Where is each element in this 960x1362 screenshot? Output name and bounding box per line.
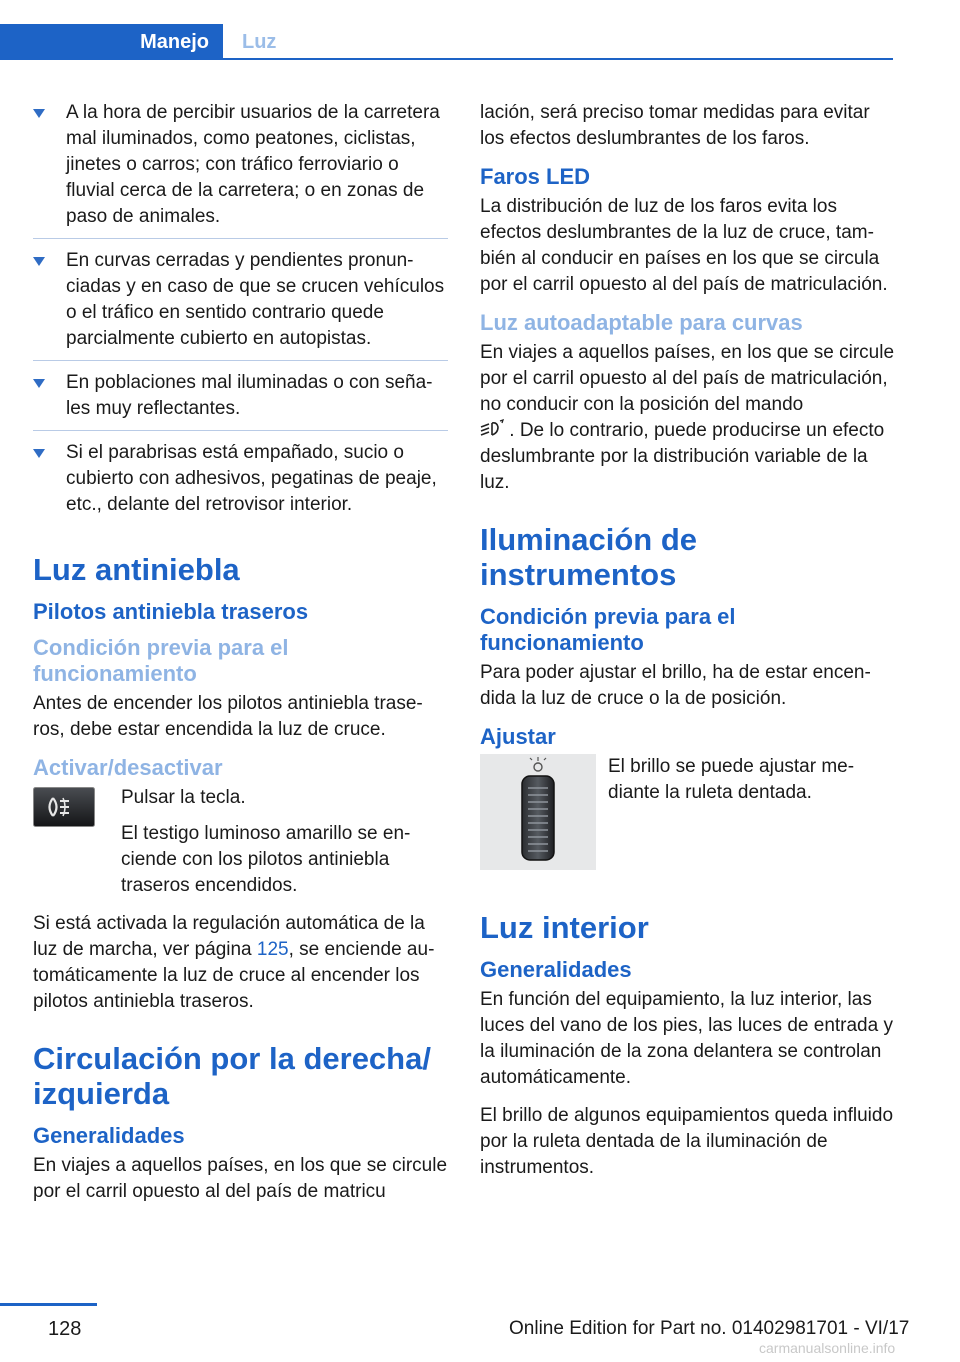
rear-fog-button-icon	[33, 787, 95, 827]
heading-precondition: Condición previa para el funcionamiento	[480, 604, 736, 655]
paragraph-general: En función del equipamiento, la luz interior, las luces del vano de los pies, las luces de entrada y la iluminación de la zona delantera se controlan automáticamente.	[480, 989, 893, 1088]
heading-instrument-lighting: Iluminación de instrumentos	[480, 522, 698, 592]
list-item	[33, 248, 448, 361]
list-item-text: Si el parabrisas está empañado, sucio o cubierto con adhesivos, pegatinas de peaje, etc., delante del retrovisor interior.	[66, 442, 437, 515]
triangle-bullet-icon	[33, 257, 45, 266]
list-item	[33, 440, 448, 526]
heading-adjust: Ajustar	[480, 724, 556, 749]
heading-general: Generalidades	[480, 957, 632, 982]
paragraph-brightness: El brillo de algunos equipamientos queda influido por la ruleta dentada de la iluminación de instrumentos.	[480, 1105, 894, 1178]
auto-lights-text-a: Si está activada la regulación automática de la luz de marcha, ver página	[33, 913, 425, 960]
bullet-list	[33, 100, 448, 526]
heading-adaptive-curve-light: Luz autoadaptable para curvas	[480, 310, 803, 335]
triangle-bullet-icon	[33, 449, 45, 458]
section-tab-luz[interactable]: Luz	[242, 31, 277, 53]
paragraph-continued: lación, será preciso tomar medidas para evitar los efectos deslumbrantes de los faros.	[480, 102, 870, 149]
auto-lights-text-b: , se enciende automáticamente la luz de cruce al encender los pilotos antiniebla traseros.	[33, 939, 435, 1012]
triangle-bullet-icon	[33, 379, 45, 388]
triangle-bullet-icon	[33, 109, 45, 118]
paragraph-adjust: El brillo se puede ajustar mediante la ruleta dentada.	[608, 756, 855, 803]
paragraph-general: En viajes a aquellos países, en los que se circule por el carril opuesto al del país de matricu	[33, 1155, 448, 1202]
heading-led-headlights: Faros LED	[480, 164, 591, 189]
paragraph-press-button: Pulsar la tecla.	[121, 787, 246, 808]
fog-button-text	[121, 785, 246, 817]
footer-rule	[0, 1303, 97, 1306]
curve-text-b: . De lo contrario, puede producirse un efecto deslumbrante por la distribución variable de la luz.	[480, 420, 885, 493]
curve-text-a: En viajes a aquellos países, en los que se circule por el carril opuesto al del país de matriculación, no conducir con la posición del mando	[480, 342, 895, 415]
list-item-text: En curvas cerradas y pendientes pronunciadas y en caso de que se crucen vehículos o el tráfico en sentido contrario quede parcialmente cubierto en autopistas.	[66, 250, 445, 349]
heading-interior-light: Luz interior	[480, 910, 649, 945]
list-item	[33, 100, 448, 239]
section-tab-manejo[interactable]: Manejo	[0, 24, 223, 60]
list-item	[33, 370, 448, 431]
heading-fog-light: Luz antiniebla	[33, 552, 240, 587]
page-number: 128	[48, 1318, 82, 1340]
headlight-curve-symbol-icon	[480, 419, 504, 439]
paragraph-indicator	[33, 821, 448, 899]
right-column	[480, 100, 895, 1193]
page-link[interactable]: 125	[256, 939, 289, 960]
heading-activate: Activar/desactivar	[33, 755, 223, 780]
paragraph-auto-lights	[33, 911, 448, 1015]
indicator-text: El testigo luminoso amarillo se enciende con los pilotos antiniebla traseros encendidos.	[121, 823, 411, 896]
edition-note: Online Edition for Part no. 01402981701 - VI/17	[509, 1318, 910, 1339]
paragraph-led: La distribución de luz de los faros evita los efectos deslumbrantes de la luz de cruce, también al conducir en países en los que se circula por el carril opuesto al del país de matriculación.	[480, 196, 888, 295]
paragraph-precondition: Para poder ajustar el brillo, ha de estar encendida la luz de cruce o la de posición.	[480, 662, 871, 709]
list-item-text: En poblaciones mal iluminadas o con señales muy reflectantes.	[66, 372, 433, 419]
paragraph-curve-light	[480, 340, 895, 496]
list-item-text: A la hora de percibir usuarios de la carretera mal iluminados, como peatones, ciclistas, jinetes o carros; con tráfico ferroviario o fluvial cerca de la carretera; o en zonas de paso de animales.	[66, 102, 440, 227]
heading-rear-fog-lights: Pilotos antiniebla traseros	[33, 599, 309, 624]
thumbwheel-image-icon	[480, 754, 596, 870]
page-header	[0, 24, 893, 60]
paragraph-precondition: Antes de encender los pilotos antiniebla traseros, debe estar encendida la luz de cruce.	[33, 693, 423, 740]
heading-drive-side: Circulación por la derecha/ izquierda	[33, 1041, 431, 1111]
watermark: carmanualsonline.info	[759, 1340, 896, 1356]
heading-precondition: Condición previa para el funcionamiento	[33, 635, 289, 686]
heading-general: Generalidades	[33, 1123, 185, 1148]
adjust-row	[480, 754, 895, 870]
left-column	[33, 100, 448, 1217]
header-rule	[0, 58, 893, 60]
